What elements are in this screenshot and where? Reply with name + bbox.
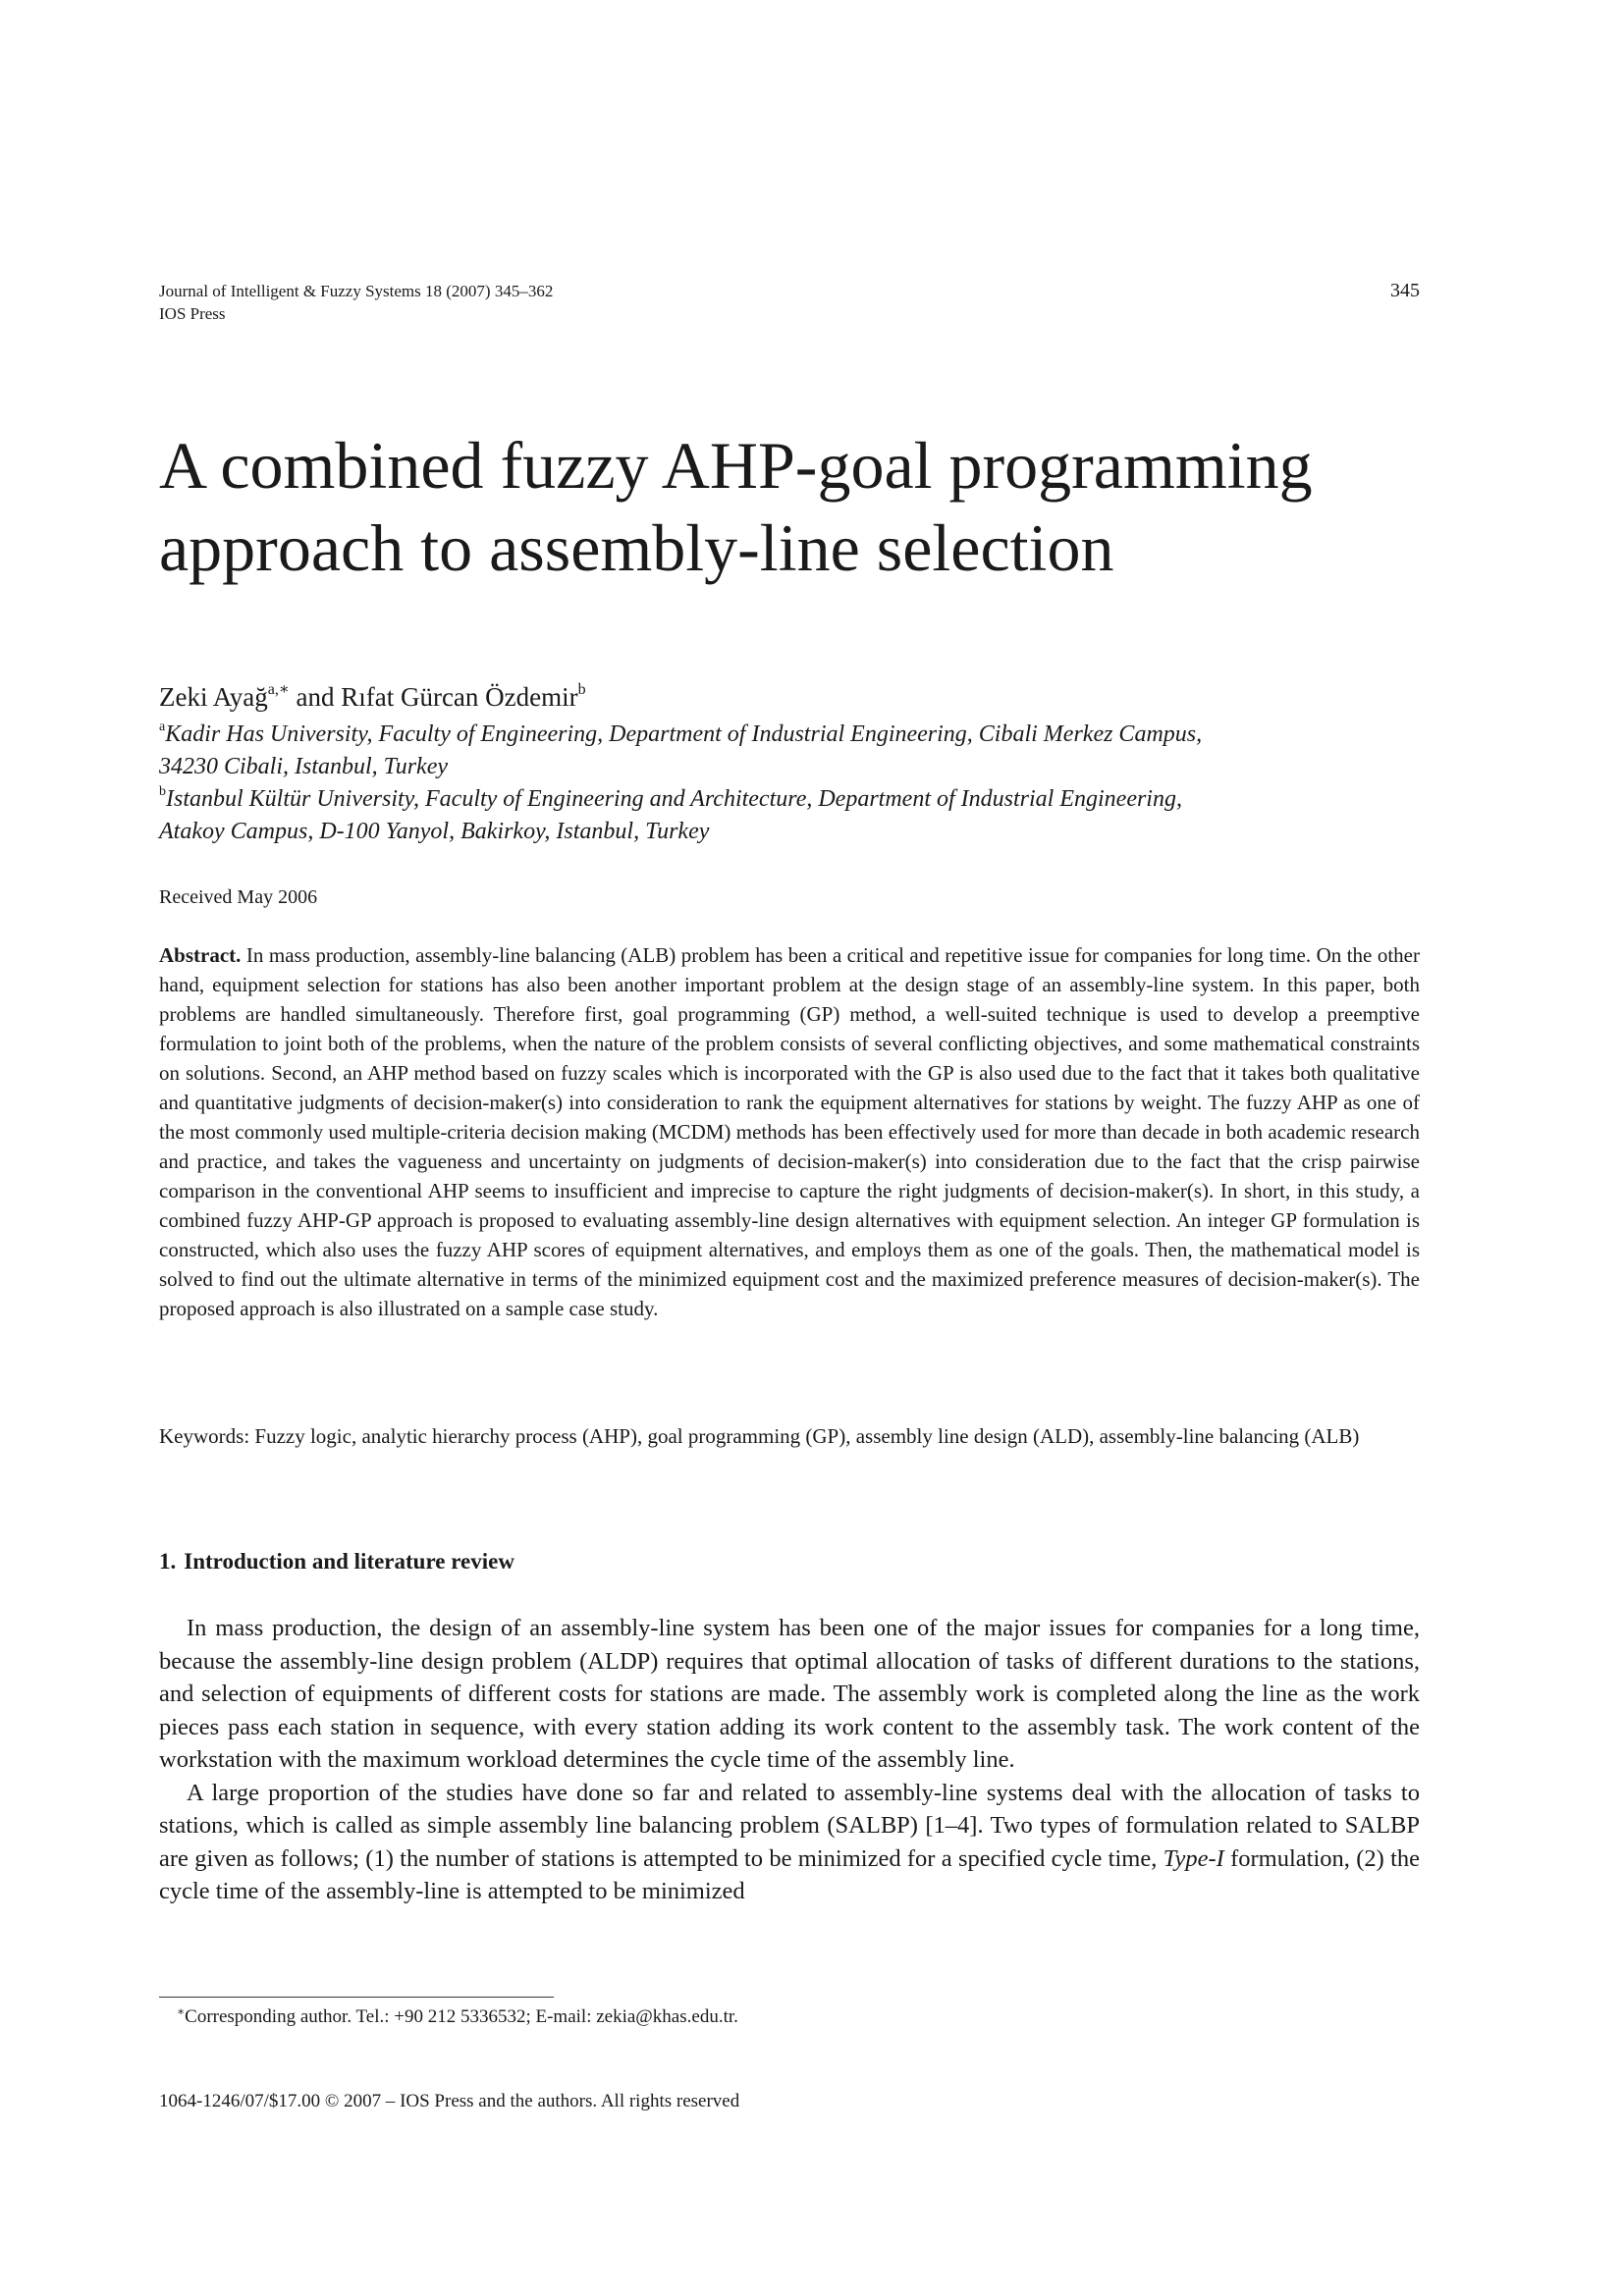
affiliation-line: Kadir Has University, Faculty of Engineering, Department of Industrial Engineering, Cibali Merkez Campus, bbox=[165, 721, 1203, 747]
body-paragraph: In mass production, the design of an assembly-line system has been one of the major issues for companies for a long time, because the assembly-line design problem (ALDP) requires that optimal allocation of tasks of different durations to the stations, and selection of equipments of different costs for stations are made. The assembly work is completed along the line as the work pieces pass each station in sequence, with every station adding its work content to the assembly task. The work content of the workstation with the maximum workload determines the cycle time of the assembly line. bbox=[159, 1615, 1420, 1773]
journal-citation: Journal of Intelligent & Fuzzy Systems 18 (2007) 345–362 bbox=[159, 282, 554, 300]
body-italic-term: Type-I bbox=[1163, 1844, 1224, 1872]
title-line-1: A combined fuzzy AHP-goal programming bbox=[159, 428, 1313, 503]
affiliation-line: 34230 Cibali, Istanbul, Turkey bbox=[159, 754, 448, 779]
article-title bbox=[159, 424, 1420, 589]
affiliation-list bbox=[159, 719, 1420, 848]
affiliation-line: Istanbul Kültür University, Faculty of Engineering and Architecture, Department of Industrial Engineering, bbox=[166, 786, 1182, 812]
abstract-text: In mass production, assembly-line balancing (ALB) problem has been a critical and repetitive issue for companies for long time. On the other hand, equipment selection for stations has also been another important problem at the design stage of an assembly-line system. In this paper, both problems are handled simultaneously. Therefore first, goal programming (GP) method, a well-suited technique is used to develop a preemptive formulation to joint both of the problems, when the nature of the problem consists of several conflicting objectives, and some mathematical constraints on solutions. Second, an AHP method based on fuzzy scales which is incorporated with the GP is also used due to the fact that it takes both qualitative and quantitative judgments of decision-maker(s) into consideration to rank the equipment alternatives for stations by weight. The fuzzy AHP as one of the most commonly used multiple-criteria decision making (MCDM) methods has been effectively used for more than decade in both academic research and practice, and takes the vagueness and uncertainty on judgments of decision-maker(s) into consideration due to the fact that the crisp pairwise comparison in the conventional AHP seems to insufficient and imprecise to capture the right judgments of decision-maker(s). In short, in this study, a combined fuzzy AHP-GP approach is proposed to evaluating assembly-line design alternatives with equipment selection. An integer GP formulation is constructed, which also uses the fuzzy AHP scores of equipment alternatives, and employs them as one of the goals. Then, the mathematical model is solved to find out the ultimate alternative in terms of the minimized equipment cost and the maximized preference measures of decision-maker(s). The proposed approach is also illustrated on a sample case study. bbox=[159, 943, 1421, 1320]
affiliation bbox=[159, 719, 1420, 783]
footnote-divider bbox=[159, 1997, 554, 1998]
author-affiliation-marker: a,∗ bbox=[267, 681, 290, 698]
body-text-run: formulation, (2) the cycle time of the assembly-line is attempted to be minimized bbox=[159, 1844, 1420, 1904]
affiliation-line: Atakoy Campus, D-100 Yanyol, Bakirkoy, Istanbul, Turkey bbox=[159, 819, 710, 844]
author-connector: and bbox=[289, 682, 342, 712]
keywords: Keywords: Fuzzy logic, analytic hierarchy process (AHP), goal programming (GP), assembly line design (ALD), assembly-line balancing (ALB) bbox=[159, 1424, 1360, 1448]
body-text-run: A large proportion of the studies have done so far and related to assembly-line systems deal with the allocation of tasks to stations, which is called as simple assembly line balancing problem (SALBP) [1–4]. Two types of formulation related to SALBP are given as follows; (1) the number of stations is attempted to be minimized for a specified cycle time, bbox=[159, 1779, 1420, 1872]
copyright-notice: 1064-1246/07/$17.00 © 2007 – IOS Press and the authors. All rights reserved bbox=[159, 2091, 740, 2111]
author-name: Zeki Ayağ bbox=[159, 682, 268, 712]
affiliation bbox=[159, 783, 1420, 848]
section-title: Introduction and literature review bbox=[184, 1549, 514, 1574]
author-name: Rıfat Gürcan Özdemir bbox=[341, 682, 578, 712]
abstract bbox=[159, 940, 1420, 1323]
body-text bbox=[159, 1612, 1420, 1908]
page-number: 345 bbox=[1390, 280, 1420, 301]
affiliation-marker: b bbox=[159, 784, 166, 799]
body-paragraph bbox=[159, 1777, 1420, 1908]
paper-page bbox=[159, 0, 1420, 2296]
footnote bbox=[177, 2004, 738, 2030]
section-number: 1. bbox=[159, 1549, 177, 1574]
section-heading bbox=[159, 1547, 514, 1576]
running-header bbox=[159, 280, 1420, 325]
author-affiliation-marker: b bbox=[577, 681, 586, 698]
footnote-marker: ∗ bbox=[177, 2004, 186, 2018]
abstract-label: Abstract. bbox=[159, 943, 242, 967]
footnote-text: Corresponding author. Tel.: +90 212 5336532; E-mail: zekia@khas.edu.tr. bbox=[185, 2006, 738, 2027]
publisher-name: IOS Press bbox=[159, 304, 226, 323]
author-list bbox=[159, 681, 1420, 714]
affiliation-marker: a bbox=[159, 720, 166, 734]
title-line-2: approach to assembly-line selection bbox=[159, 510, 1114, 585]
received-date: Received May 2006 bbox=[159, 886, 318, 908]
